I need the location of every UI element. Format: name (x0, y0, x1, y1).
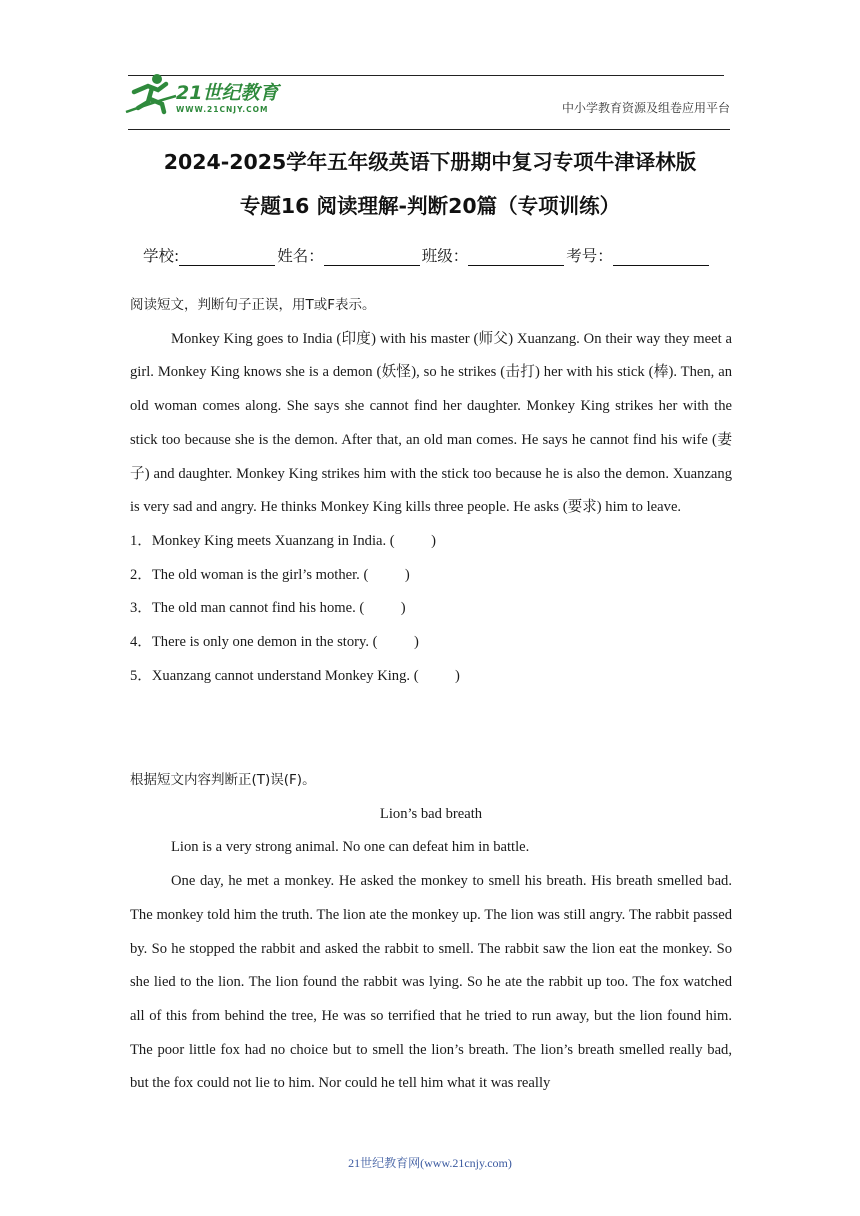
section-1-passage: Monkey King goes to India (印度) with his master (师父) Xuanzang. On their way they meet a girl. Monkey King knows she is a demon (妖怪), so he strikes (击打) her with his stick (棒). Then, an old woman comes along. She says she cannot find her daughter. Monkey King strikes her with the stick too because she is the demon. After that, an old man comes. He says he cannot find his wife (妻子) and daughter. Monkey King strikes him with the stick too because he is also the demon. Xuanzang is very sad and angry. He thinks Monkey King kills three people. He asks (要求) him to leave. (130, 330, 732, 516)
section-2-instruction: 根据短文内容判断正(T)误(F)。 (130, 772, 316, 788)
section-1-instruction: 阅读短文，判断句子正误，用T或F表示。 (130, 297, 376, 313)
question-4: 4．There is only one demon in the story. ( ) (130, 634, 419, 651)
question-3: 3．The old man cannot find his home. ( ) (130, 600, 406, 617)
name-blank[interactable] (324, 247, 420, 266)
exam-number-field[interactable] (566, 244, 711, 266)
school-label: 学校: (143, 247, 180, 265)
svg-text:WWW.21CNJY.COM: WWW.21CNJY.COM (176, 105, 269, 114)
school-field[interactable] (143, 244, 277, 266)
doc-title: 2024-2025学年五年级英语下册期中复习专项牛津译林版 (163, 150, 697, 174)
section-1 (130, 289, 732, 693)
svg-text:21世纪教育: 21世纪教育 (176, 82, 279, 104)
school-blank[interactable] (179, 247, 275, 266)
exam-number-blank[interactable] (613, 247, 709, 266)
exam-number-label: 考号： (566, 247, 613, 265)
runner-logo-icon (124, 72, 294, 118)
header-rule-bottom (128, 129, 730, 130)
name-label: 姓名： (277, 247, 324, 265)
platform-name: 中小学教育资源及组卷应用平台 (561, 101, 730, 115)
question-1: 1．Monkey King meets Xuanzang in India. ( ) (130, 532, 436, 549)
story-title: Lion’s bad breath (379, 805, 483, 822)
class-blank[interactable] (468, 247, 564, 266)
site-logo[interactable] (124, 72, 294, 118)
question-5: 5．Xuanzang cannot understand Monkey King. ( ) (130, 667, 460, 684)
name-field[interactable] (277, 244, 422, 266)
section-2 (130, 764, 732, 1101)
story-paragraph-2: One day, he met a monkey. He asked the monkey to smell his breath. His breath smelled bad. The monkey told him the truth. The lion ate the monkey up. The lion was still angry. The rabbit passed by. So he stopped the rabbit and asked the rabbit to smell. The rabbit saw the lion eat the monkey. So she lied to the lion. The lion found the rabbit was lying. So he ate the rabbit up too. The fox watched all of this from behind the tree, He was so terrified that he tried to run away, but the lion found him. The poor little fox had no choice but to smell the lion’s breath. The lion’s breath smelled really bad, but the fox could not lie to him. Nor could he tell him what it was really (130, 873, 732, 1092)
question-2: 2．The old woman is the girl’s mother. ( ) (130, 566, 410, 583)
doc-subtitle: 专题16 阅读理解-判断20篇（专项训练） (239, 194, 621, 218)
story-paragraph-1: Lion is a very strong animal. No one can defeat him in battle. (171, 839, 530, 856)
student-info-fields (143, 244, 711, 266)
class-field[interactable] (422, 244, 567, 266)
page-footer[interactable]: 21世纪教育网(www.21cnjy.com) (348, 1156, 512, 1170)
class-label: 班级： (421, 247, 469, 265)
